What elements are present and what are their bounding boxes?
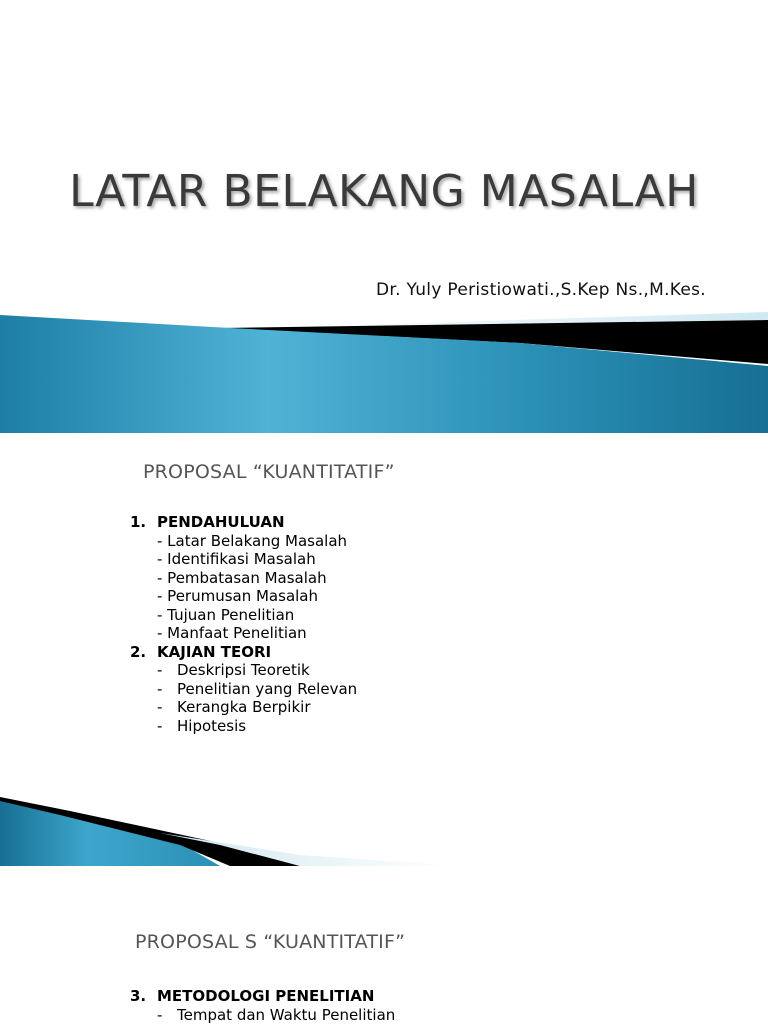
list-item: - Tujuan Penelitian (157, 605, 295, 624)
list-item: - Perumusan Masalah (157, 587, 319, 605)
outline-list (130, 987, 395, 1024)
list-item: - Deskripsi Teoretik (157, 661, 310, 679)
proposal-slide-1 (0, 433, 768, 866)
section-2 (130, 643, 357, 662)
section-number: 3. (130, 987, 147, 1005)
section-number: 1. (130, 513, 147, 531)
section-title: METODOLOGI PENELITIAN (157, 987, 375, 1005)
list-item: - Tempat dan Waktu Penelitian (157, 1005, 396, 1024)
title-slide (0, 0, 768, 433)
list-item: - Kerangka Berpikir (157, 698, 311, 716)
section-number: 2. (130, 642, 147, 661)
list-item: - Identifikasi Masalah (157, 550, 316, 568)
outline-list (130, 513, 357, 735)
slide-heading: PROPOSAL S “KUANTITATIF” (135, 931, 406, 953)
proposal-slide-2 (0, 866, 768, 1024)
section-3 (130, 987, 395, 1006)
list-item: - Penelitian yang Relevan (157, 679, 358, 698)
list-item: - Manfaat Penelitian (157, 624, 307, 642)
decorative-wave-band (0, 0, 768, 433)
list-item: - Pembatasan Masalah (157, 568, 327, 587)
list-item: - Hipotesis (157, 716, 247, 735)
section-1 (130, 513, 357, 532)
decorative-wave-band (0, 783, 768, 866)
author-name: Dr. Yuly Peristiowati.,S.Kep Ns.,M.Kes. (375, 280, 706, 300)
slide-title: LATAR BELAKANG MASALAH (69, 166, 699, 217)
list-item: - Latar Belakang Masalah (157, 531, 348, 550)
section-title: KAJIAN TEORI (157, 642, 272, 661)
section-title: PENDAHULUAN (157, 513, 285, 531)
slide-heading: PROPOSAL “KUANTITATIF” (143, 461, 395, 483)
